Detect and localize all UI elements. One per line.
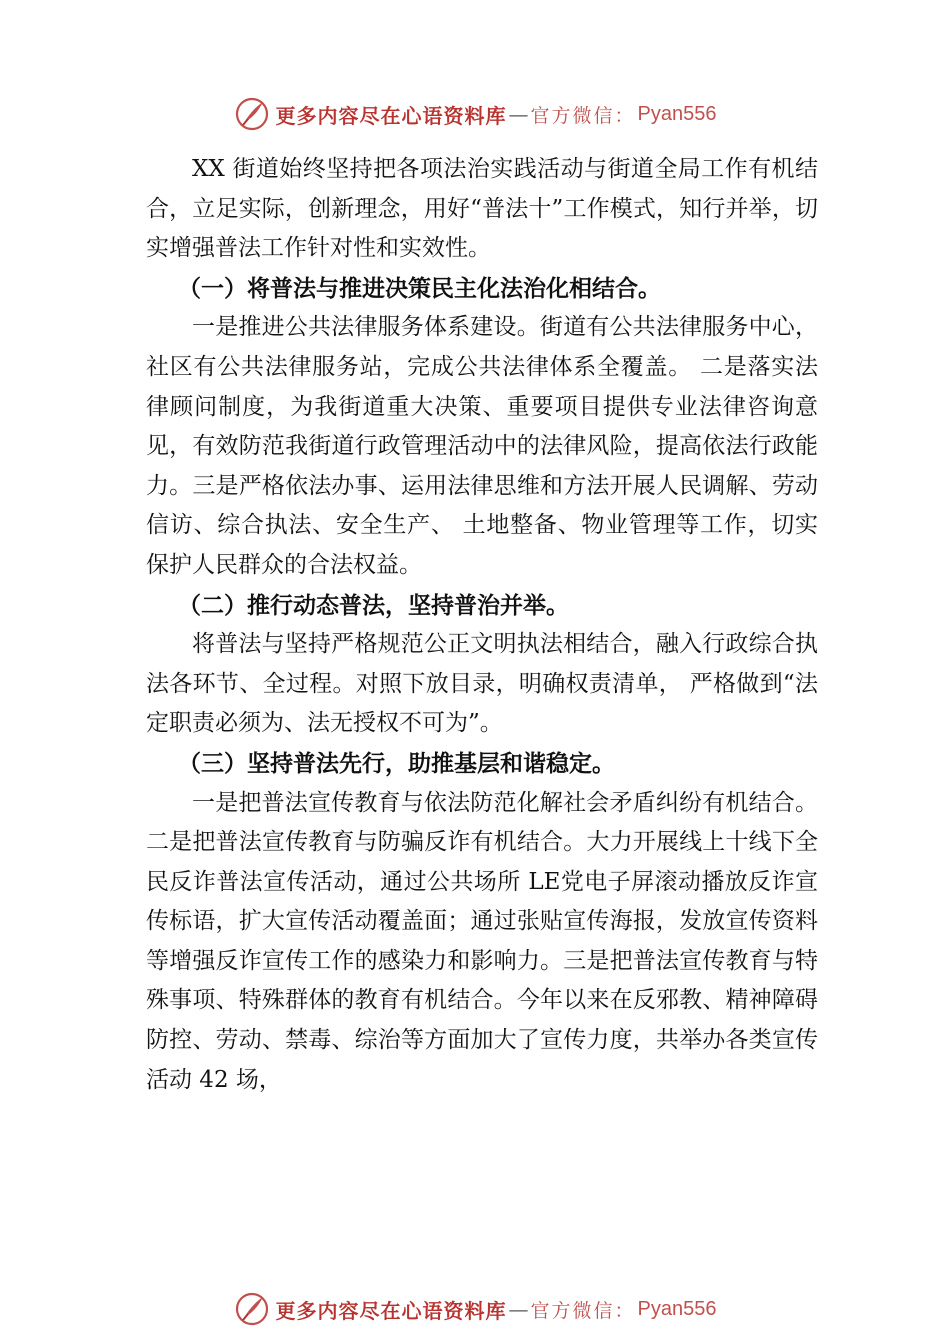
banner-main-text: 更多内容尽在心语资料库 xyxy=(275,1298,507,1323)
footer-banner xyxy=(0,1289,950,1329)
header-banner xyxy=(0,94,950,134)
paragraph-intro: XX 街道始终坚持把各项法治实践活动与街道全局工作有机结合，立足实际，创新理念，用好“普法十”工作模式，知行并举，切实增强普法工作针对性和实效性。 xyxy=(146,156,818,262)
banner-dash: — xyxy=(508,102,529,126)
banner-wechat-label: 官方微信： xyxy=(530,1299,636,1322)
banner-wechat-id: Pyan556 xyxy=(637,1297,717,1320)
section-heading-3: （三）坚持普法先行，助推基层和谐稳定。 xyxy=(178,749,615,777)
banner-wechat-id: Pyan556 xyxy=(637,102,717,125)
quill-logo-icon xyxy=(234,96,270,132)
banner-main-text: 更多内容尽在心语资料库 xyxy=(275,103,507,128)
paragraph-section-1: 一是推进公共法律服务体系建设。街道有公共法律服务中心，社区有公共法律服务站，完成公共法律体系全覆盖。 二是落实法律顾问制度，为我街道重大决策、重要项目提供专业法律咨询意见，有效防范我街道行政管理活动中的法律风险，提高依法行政能力。三是严格依法办事、运用法律思维和方法开展人民调解、劳动信访、综合执法、安全生产、 土地整备、物业管理等工作，切实保护人民群众的合法权益。 xyxy=(146,314,818,578)
banner-dash: — xyxy=(508,1297,529,1321)
paragraph-section-2: 将普法与坚持严格规范公正文明执法相结合，融入行政综合执法各环节、全过程。对照下放目录，明确权责清单， 严格做到“法定职责必须为、法无授权不可为”。 xyxy=(146,631,818,737)
banner-wechat-label: 官方微信： xyxy=(530,104,636,127)
section-heading-2: （二）推行动态普法，坚持普治并举。 xyxy=(178,591,569,619)
document-body xyxy=(146,150,818,1100)
quill-logo-icon xyxy=(234,1291,270,1327)
paragraph-section-3: 一是把普法宣传教育与依法防范化解社会矛盾纠纷有机结合。二是把普法宣传教育与防骗反诈有机结合。大力开展线上十线下全民反诈普法宣传活动，通过公共场所 LE党电子屏滚动播放反诈宣传标语，扩大宣传活动覆盖面；通过张贴宣传海报，发放宣传资料等增强反诈宣传工作的感染力和影响力。三是把普法宣传教育与特殊事项、特殊群体的教育有机结合。今年以来在反邪教、精神障碍防控、劳动、禁毒、综治等方面加大了宣传力度，共举办各类宣传活动 42 场， xyxy=(146,789,818,1093)
section-heading-1: （一）将普法与推进决策民主化法治化相结合。 xyxy=(178,274,661,302)
